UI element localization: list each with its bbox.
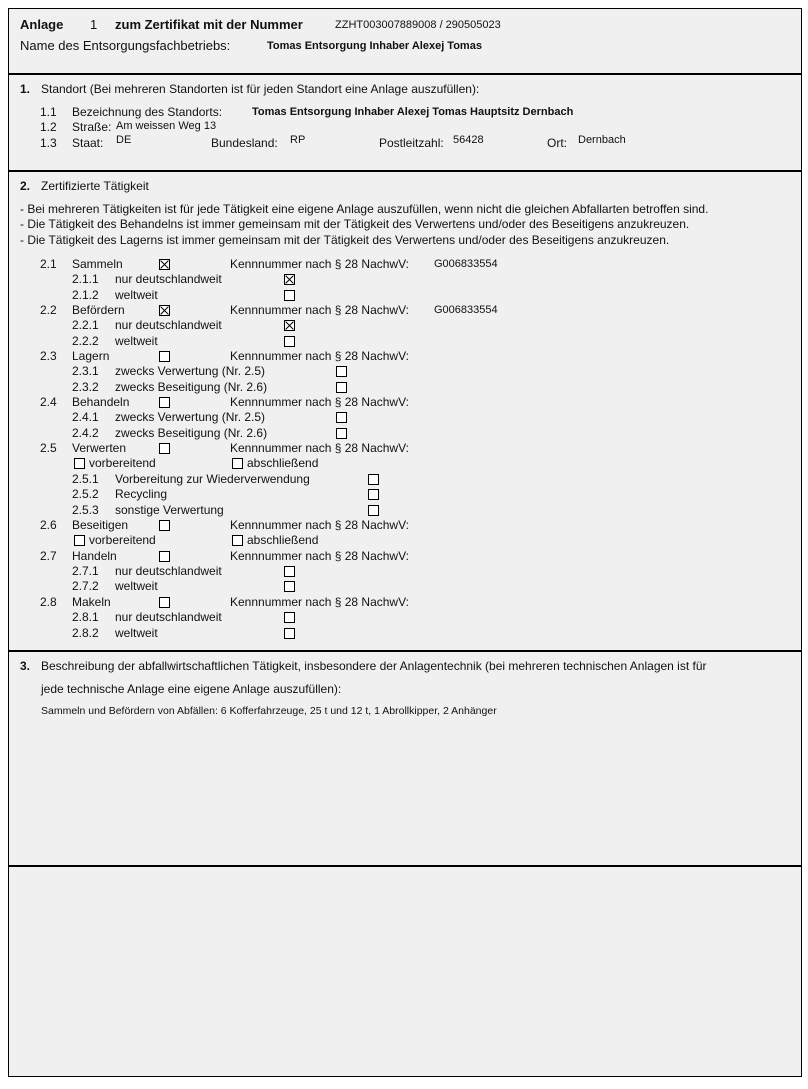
section-number: 3. [20,659,31,673]
activity-makeln-label: Makeln [72,595,111,609]
kenn-label: Kennnummer nach § 28 NachwV: [230,395,409,409]
activity-number: 2.2 [40,303,57,317]
sub-label: weltweit [115,579,158,593]
section-number: 1. [20,82,31,96]
activity-number: 2.1 [40,257,57,271]
activity-number: 2.4 [40,395,57,409]
section-title-line2: jede technische Anlage eine eigene Anlage auszufüllen): [41,682,342,696]
section-title: Zertifizierte Tätigkeit [41,179,149,193]
verwerten-checkbox[interactable] [159,443,170,454]
section-zertifizierte-taetigkeit [8,171,802,651]
activity-number: 2.8 [40,595,57,609]
sub-label: weltweit [115,626,158,640]
handeln-checkbox[interactable] [159,551,170,562]
verwerten-abschliessend-checkbox[interactable] [232,458,243,469]
site-label: Bezeichnung des Standorts: [72,105,223,119]
handeln-deutschlandweit-checkbox[interactable] [284,566,295,577]
state-value: DE [116,134,132,146]
activity-beseitigen-label: Beseitigen [72,518,129,532]
vorbereitend-label: vorbereitend [89,533,156,547]
sammeln-weltweit-checkbox[interactable] [284,290,295,301]
sub-number: 2.7.2 [72,579,99,593]
certificate-label: zum Zertifikat mit der Nummer [115,17,303,32]
vorbereitend-label: vorbereitend [89,456,156,470]
sub-label: nur deutschlandweit [115,564,222,578]
sub-number: 2.1.2 [72,288,99,302]
sub-label: weltweit [115,288,158,302]
field-number: 1.2 [40,120,57,134]
lagern-verwertung-checkbox[interactable] [336,366,347,377]
abschliessend-label: abschließend [247,533,319,547]
sub-label: zwecks Verwertung (Nr. 2.5) [115,410,266,424]
sub-number: 2.5.3 [72,503,99,517]
sub-label: weltweit [115,334,158,348]
note: - Bei mehreren Tätigkeiten ist für jede Tätigkeit eine eigene Anlage auszufüllen, wenn nicht die gleichen Abfallarten betroffen sind. [20,202,709,216]
sub-label: nur deutschlandweit [115,610,222,624]
handeln-weltweit-checkbox[interactable] [284,581,295,592]
sonstige-verwertung-checkbox[interactable] [368,505,379,516]
kenn-value: G006833554 [434,258,498,270]
wiederverwendung-checkbox[interactable] [368,474,379,485]
activity-number: 2.7 [40,549,57,563]
anlage-label: Anlage [20,17,64,32]
company-name: Tomas Entsorgung Inhaber Alexej Tomas [267,40,482,52]
beseitigen-abschliessend-checkbox[interactable] [232,535,243,546]
sub-number: 2.2.1 [72,318,99,332]
verwerten-vorbereitend-checkbox[interactable] [74,458,85,469]
behandeln-verwertung-checkbox[interactable] [336,412,347,423]
state-label: Staat: [72,136,104,150]
sammeln-checkbox[interactable] [159,259,170,270]
sub-label: zwecks Beseitigung (Nr. 2.6) [115,426,268,440]
kenn-label: Kennnummer nach § 28 NachwV: [230,349,409,363]
kenn-label: Kennnummer nach § 28 NachwV: [230,549,409,563]
sub-label: Recycling [115,487,168,501]
sub-label: Vorbereitung zur Wiederverwendung [115,472,310,486]
beseitigen-checkbox[interactable] [159,520,170,531]
sub-number: 2.5.1 [72,472,99,486]
activity-number: 2.5 [40,441,57,455]
recycling-checkbox[interactable] [368,489,379,500]
befoerdern-checkbox[interactable] [159,305,170,316]
behandeln-checkbox[interactable] [159,397,170,408]
sub-label: sonstige Verwertung [115,503,224,517]
certificate-number: ZZHT003007889008 / 290505023 [335,19,501,31]
sub-number: 2.8.2 [72,626,99,640]
zip-value: 56428 [453,134,484,146]
kenn-label: Kennnummer nach § 28 NachwV: [230,257,409,271]
sub-number: 2.8.1 [72,610,99,624]
sub-number: 2.4.1 [72,410,99,424]
sub-label: zwecks Beseitigung (Nr. 2.6) [115,380,268,394]
beseitigen-vorbereitend-checkbox[interactable] [74,535,85,546]
sub-number: 2.4.2 [72,426,99,440]
zip-label: Postleitzahl: [379,136,444,150]
sub-number: 2.7.1 [72,564,99,578]
lagern-checkbox[interactable] [159,351,170,362]
activity-handeln-label: Handeln [72,549,117,563]
sub-number: 2.3.1 [72,364,99,378]
sammeln-deutschlandweit-checkbox[interactable] [284,274,295,285]
region-label: Bundesland: [211,136,278,150]
activity-number: 2.3 [40,349,57,363]
activity-behandeln-label: Behandeln [72,395,130,409]
activity-verwerten-label: Verwerten [72,441,127,455]
kenn-label: Kennnummer nach § 28 NachwV: [230,441,409,455]
sub-number: 2.3.2 [72,380,99,394]
company-label: Name des Entsorgungsfachbetriebs: [20,38,231,53]
makeln-deutschlandweit-checkbox[interactable] [284,612,295,623]
befoerdern-deutschlandweit-checkbox[interactable] [284,320,295,331]
makeln-checkbox[interactable] [159,597,170,608]
activity-number: 2.6 [40,518,57,532]
kenn-value: G006833554 [434,304,498,316]
sub-number: 2.1.1 [72,272,99,286]
sub-number: 2.2.2 [72,334,99,348]
note: - Die Tätigkeit des Behandelns ist immer gemeinsam mit der Tätigkeit des Verwertens und/oder des Beseitigens anzukreuzen. [20,217,690,231]
header-box [8,8,802,74]
activity-befoerdern-label: Befördern [72,303,125,317]
city-label: Ort: [547,136,567,150]
kenn-label: Kennnummer nach § 28 NachwV: [230,303,409,317]
site-value: Tomas Entsorgung Inhaber Alexej Tomas Hauptsitz Dernbach [252,106,574,118]
sub-label: nur deutschlandweit [115,272,222,286]
description-text: Sammeln und Befördern von Abfällen: 6 Kofferfahrzeuge, 25 t und 12 t, 1 Abrollkipper, 2 Anhänger [41,705,497,717]
section-title: Standort (Bei mehreren Standorten ist für jeden Standort eine Anlage auszufüllen): [41,82,480,96]
region-value: RP [290,134,306,146]
field-number: 1.3 [40,136,57,150]
sub-label: nur deutschlandweit [115,318,222,332]
empty-section [8,866,802,1077]
kenn-label: Kennnummer nach § 28 NachwV: [230,518,409,532]
behandeln-beseitigung-checkbox[interactable] [336,428,347,439]
kenn-label: Kennnummer nach § 28 NachwV: [230,595,409,609]
section-standort [8,74,802,171]
makeln-weltweit-checkbox[interactable] [284,628,295,639]
sub-label: zwecks Verwertung (Nr. 2.5) [115,364,266,378]
city-value: Dernbach [578,134,626,146]
street-label: Straße: [72,120,112,134]
activity-lagern-label: Lagern [72,349,110,363]
section-title-line1: Beschreibung der abfallwirtschaftlichen Tätigkeit, insbesondere der Anlagentechnik (bei mehreren technischen Anlagen ist für [41,659,707,673]
befoerdern-weltweit-checkbox[interactable] [284,336,295,347]
field-number: 1.1 [40,105,57,119]
lagern-beseitigung-checkbox[interactable] [336,382,347,393]
note: - Die Tätigkeit des Lagerns ist immer gemeinsam mit der Tätigkeit des Verwertens und/oder des Beseitigens anzukreuzen. [20,233,670,247]
sub-number: 2.5.2 [72,487,99,501]
activity-sammeln-label: Sammeln [72,257,123,271]
section-number: 2. [20,179,31,193]
abschliessend-label: abschließend [247,456,319,470]
section-beschreibung [8,651,802,866]
anlage-number: 1 [90,17,98,32]
street-value: Am weissen Weg 13 [116,120,217,132]
